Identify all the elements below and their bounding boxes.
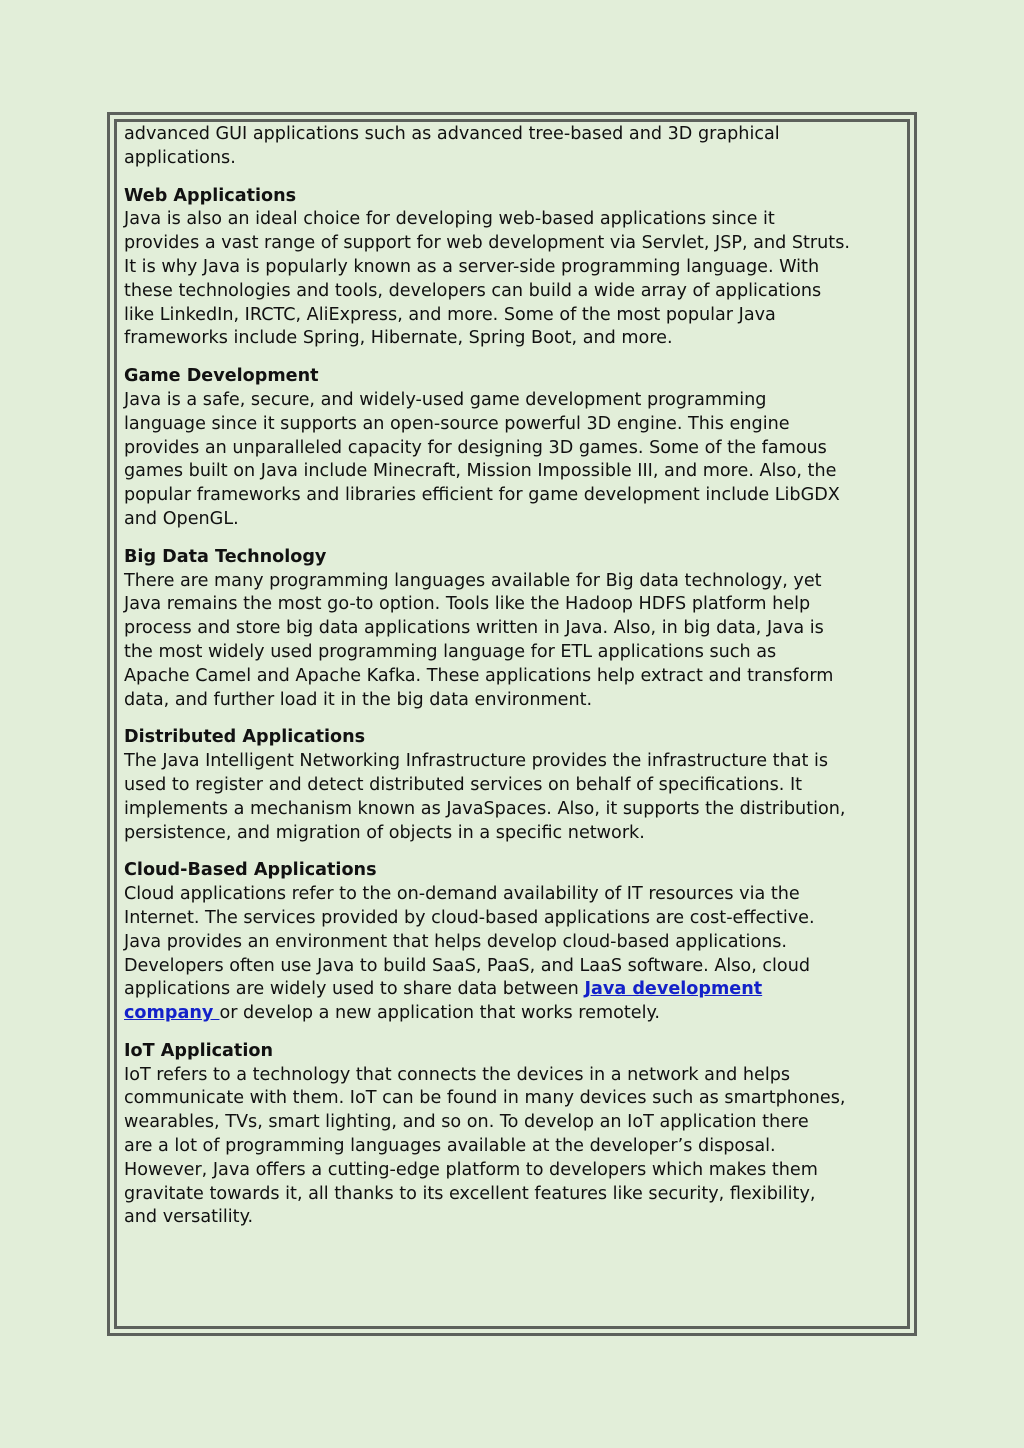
section-heading-iot-application: IoT Application <box>124 1040 273 1061</box>
text-line: gravitate towards it, all thanks to its excellent features like security, flexibility, <box>124 1183 816 1204</box>
text-line: these technologies and tools, developers can build a wide array of applications <box>124 280 822 301</box>
text-line: popular frameworks and libraries efficient for game development include LibGDX <box>124 485 840 506</box>
article-body <box>124 123 924 1244</box>
text-line: the most widely used programming language for ETL applications such as <box>124 641 777 662</box>
section-heading-game-development: Game Development <box>124 366 319 387</box>
text-line: provides a vast range of support for web development via Servlet, JSP, and Struts. <box>124 233 850 254</box>
text-line: communicate with them. IoT can be found in many devices such as smartphones, <box>124 1088 846 1109</box>
text-line: IoT refers to a technology that connects the devices in a network and helps <box>124 1064 791 1085</box>
section-paragraph-big-data <box>124 570 924 713</box>
text-line: are a lot of programming languages available at the developer’s disposal. <box>124 1136 776 1157</box>
section-paragraph-distributed-applications <box>124 750 924 845</box>
text-line: Developers often use Java to build SaaS, PaaS, and LaaS software. Also, cloud <box>124 955 811 976</box>
java-development-company-link[interactable]: Java development <box>584 979 763 1000</box>
text-line: and OpenGL. <box>124 508 239 529</box>
text-line: frameworks include Spring, Hibernate, Spring Boot, and more. <box>124 328 673 349</box>
section-paragraph-game-development <box>124 389 924 532</box>
text-line: Java is also an ideal choice for developing web-based applications since it <box>124 209 775 230</box>
text-line: Internet. The services provided by cloud-based applications are cost-effective. <box>124 907 815 928</box>
text-line: Cloud applications refer to the on-demand availability of IT resources via the <box>124 884 800 905</box>
section-heading-web-applications: Web Applications <box>124 185 297 206</box>
text-line: The Java Intelligent Networking Infrastructure provides the infrastructure that is <box>124 751 829 772</box>
text-line: data, and further load it in the big data environment. <box>124 689 593 710</box>
text-line: used to register and detect distributed services on behalf of specifications. It <box>124 774 803 795</box>
section-paragraph-web-applications <box>124 208 924 351</box>
text-line: applications. <box>124 147 236 168</box>
text-line: Java provides an environment that helps develop cloud-based applications. <box>124 931 788 952</box>
text-line: It is why Java is popularly known as a server-side programming language. With <box>124 256 820 277</box>
text-line: persistence, and migration of objects in a specific network. <box>124 822 645 843</box>
text-line <box>124 978 924 1002</box>
text-line: There are many programming languages available for Big data technology, yet <box>124 570 822 591</box>
section-heading-cloud-based-applications: Cloud-Based Applications <box>124 860 377 881</box>
text-line: However, Java offers a cutting-edge platform to developers which makes them <box>124 1159 818 1180</box>
text-line: like LinkedIn, IRCTC, AliExpress, and more. Some of the most popular Java <box>124 304 776 325</box>
text-fragment: applications are widely used to share data between <box>124 979 585 1000</box>
text-fragment: or develop a new application that works remotely. <box>219 1003 660 1024</box>
text-line: and versatility. <box>124 1207 254 1228</box>
java-development-company-link-continued[interactable]: company <box>124 1003 220 1024</box>
text-line: Java remains the most go-to option. Tools like the Hadoop HDFS platform help <box>124 594 811 615</box>
text-line: language since it supports an open-source powerful 3D engine. This engine <box>124 413 790 434</box>
intro-paragraph <box>124 123 924 171</box>
text-line: implements a mechanism known as JavaSpaces. Also, it supports the distribution, <box>124 798 846 819</box>
text-line: provides an unparalleled capacity for designing 3D games. Some of the famous <box>124 437 827 458</box>
section-paragraph-cloud-based-applications <box>124 883 924 1026</box>
text-line: advanced GUI applications such as advanced tree-based and 3D graphical <box>124 124 780 144</box>
section-heading-big-data: Big Data Technology <box>124 546 327 567</box>
section-heading-distributed-applications: Distributed Applications <box>124 727 366 748</box>
text-line: Apache Camel and Apache Kafka. These applications help extract and transform <box>124 665 834 686</box>
text-line: Java is a safe, secure, and widely-used game development programming <box>124 389 767 410</box>
section-paragraph-iot-application <box>124 1064 924 1231</box>
text-line: games built on Java include Minecraft, Mission Impossible III, and more. Also, the <box>124 461 837 482</box>
text-line: process and store big data applications written in Java. Also, in big data, Java is <box>124 618 824 639</box>
text-line: wearables, TVs, smart lighting, and so on. To develop an IoT application there <box>124 1112 809 1133</box>
text-line <box>124 1002 924 1026</box>
